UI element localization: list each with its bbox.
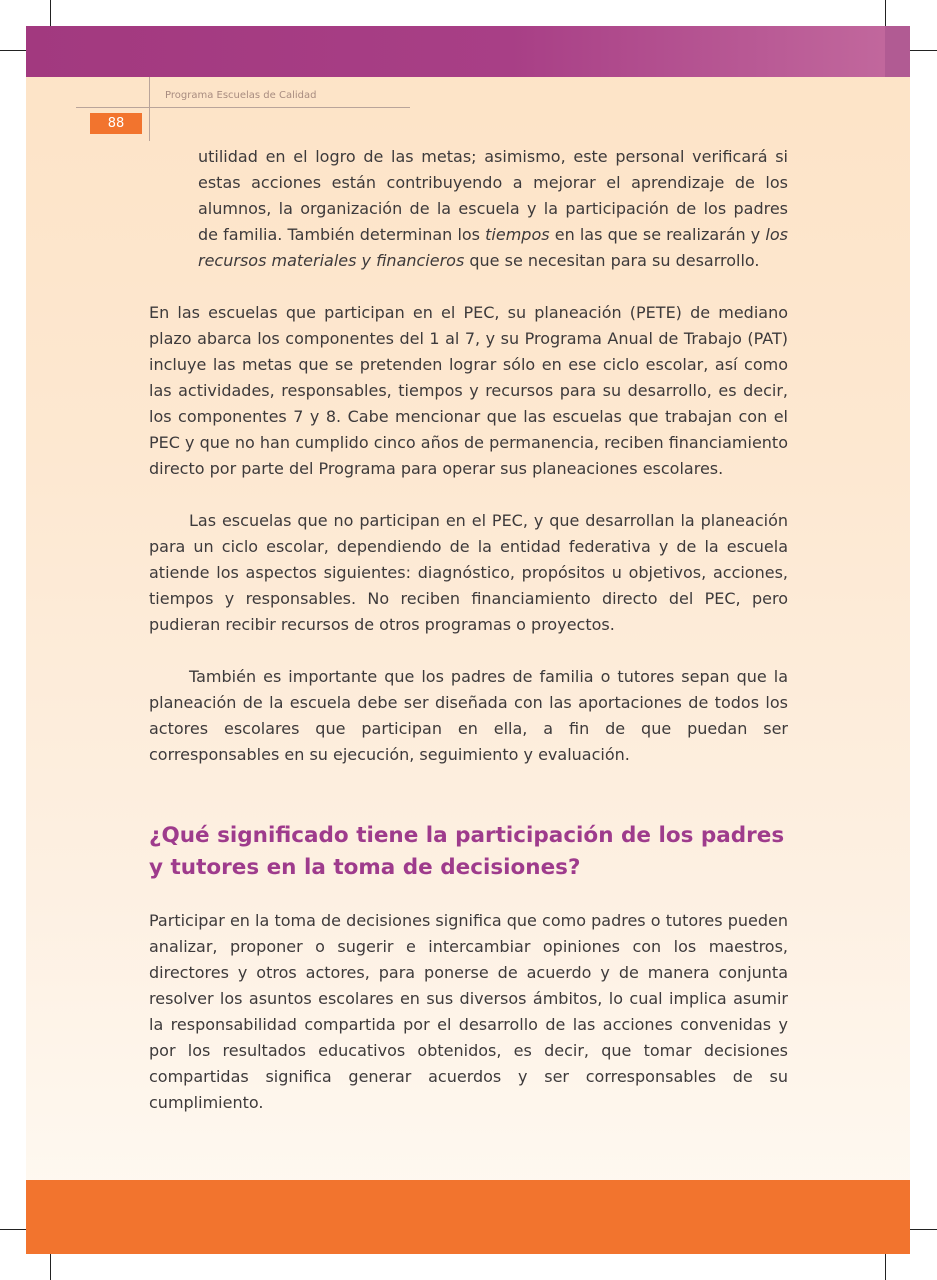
- crop-mark: [50, 1254, 51, 1280]
- paragraph-parents-planning: También es importante que los padres de familia o tutores sepan que la planeación de la escuela debe ser diseñada con las aportaciones de todos los actores escolares que participan en ella, a fin de que puedan ser corresponsables en su ejecución, seguimiento y evaluación.: [149, 667, 788, 764]
- paragraph-text: en las que se realizarán y: [549, 225, 766, 244]
- crop-mark: [0, 1229, 26, 1230]
- paragraph-text: que se necesitan para su desarrollo.: [464, 251, 760, 270]
- paragraph-decision-making: Participar en la toma de decisiones significa que como padres o tutores pueden analizar, proponer o sugerir e intercambiar opiniones con los maestros, directores y otros actores, para ponerse de acuerdo y de manera conjunta resolver los asuntos escolares en sus diversos ámbitos, lo cual implica asumir la responsabilidad compartida por el desarrollo de las acciones convenidas y por los resultados educativos obtenidos, es decir, que tomar decisiones compartidas significa generar acuerdos y ser corresponsables de su cumplimiento.: [149, 911, 788, 1112]
- italic-text: los recursos materiales y financieros: [198, 225, 788, 270]
- crop-mark: [50, 0, 51, 26]
- paragraph-continued: [198, 144, 788, 274]
- paragraph-pec-planning: En las escuelas que participan en el PEC, su planeación (PETE) de mediano plazo abarca los componentes del 1 al 7, y su Programa Anual de Trabajo (PAT) incluye las metas que se pretenden lograr sólo en ese ciclo escolar, así como las actividades, responsables, tiempos y recursos para su desarrollo, es decir, los componentes 7 y 8. Cabe mencionar que las escuelas que trabajan con el PEC y que no han cumplido cinco años de permanencia, reciben financiamiento directo por parte del Programa para operar sus planeaciones escolares.: [149, 303, 788, 478]
- crop-mark: [0, 50, 26, 51]
- italic-text: tiempos: [485, 225, 550, 244]
- section-heading: ¿Qué significado tiene la participación de los padres y tutores en la toma de decisiones?: [149, 823, 785, 880]
- crop-mark: [910, 50, 937, 51]
- page-number: 88: [90, 113, 142, 134]
- header-rule: [76, 107, 410, 108]
- running-head: Programa Escuelas de Calidad: [165, 90, 317, 101]
- paragraph-non-pec-schools: Las escuelas que no participan en el PEC, y que desarrollan la planeación para un ciclo escolar, dependiendo de la entidad federativa y de la escuela atiende los aspectos siguientes: diagnóstico, propósitos u objetivos, acciones, tiempos y responsables. No reciben financiamiento directo del PEC, pero pudieran recibir recursos de otros programas o proyectos.: [149, 511, 788, 634]
- paragraph-text: utilidad en el logro de las metas; asimismo, este personal verificará si estas acciones están contribuyendo a mejorar el aprendizaje de los alumnos, la organización de la escuela y la participación de los padres de familia. También determinan los: [198, 147, 788, 244]
- crop-mark: [910, 1229, 937, 1230]
- header-vertical-rule: [149, 77, 150, 141]
- crop-mark: [885, 0, 886, 26]
- header-band-edge: [885, 26, 910, 77]
- crop-mark: [885, 1254, 886, 1280]
- header-band: [26, 26, 910, 77]
- footer-band: [26, 1180, 910, 1254]
